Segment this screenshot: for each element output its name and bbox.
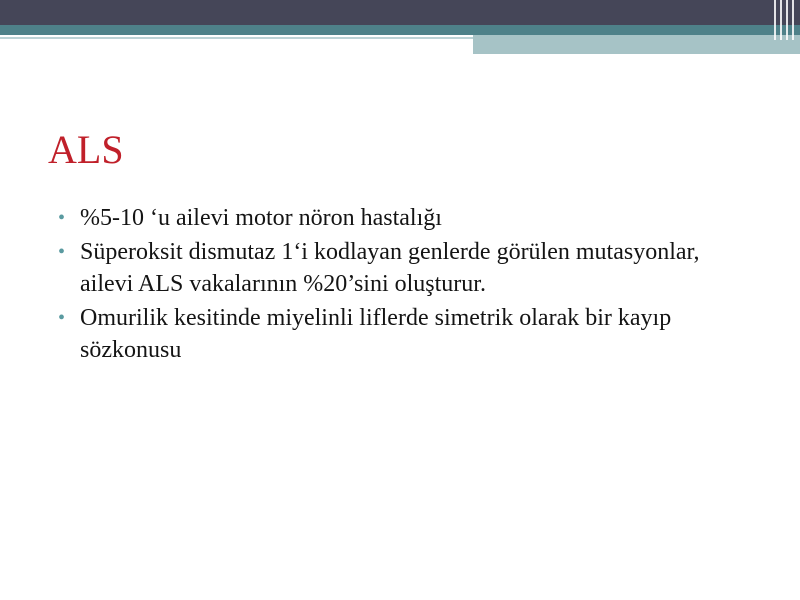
bullet-text: %5-10 ‘u ailevi motor nöron hastalığı bbox=[80, 205, 442, 231]
header-vertical-lines bbox=[766, 0, 800, 40]
bullet-list bbox=[58, 202, 758, 368]
header-dark-bar bbox=[0, 0, 800, 25]
bullet-icon: • bbox=[58, 241, 66, 263]
bullet-item bbox=[58, 302, 758, 366]
bullet-icon: • bbox=[58, 307, 66, 329]
bullet-text: Süperoksit dismutaz 1‘i kodlayan genlerde görülen mutasyonlar, ailevi ALS vakalarının %20’sini oluşturur. bbox=[80, 239, 700, 297]
header-teal-band bbox=[0, 25, 800, 35]
slide-title: ALS bbox=[48, 127, 124, 172]
header-thin-line bbox=[0, 37, 473, 39]
bullet-item bbox=[58, 202, 758, 234]
bullet-item bbox=[58, 236, 758, 300]
bullet-icon: • bbox=[58, 207, 66, 229]
bullet-text: Omurilik kesitinde miyelinli liflerde simetrik olarak bir kayıp sözkonusu bbox=[80, 305, 672, 363]
header-light-band bbox=[473, 35, 800, 54]
